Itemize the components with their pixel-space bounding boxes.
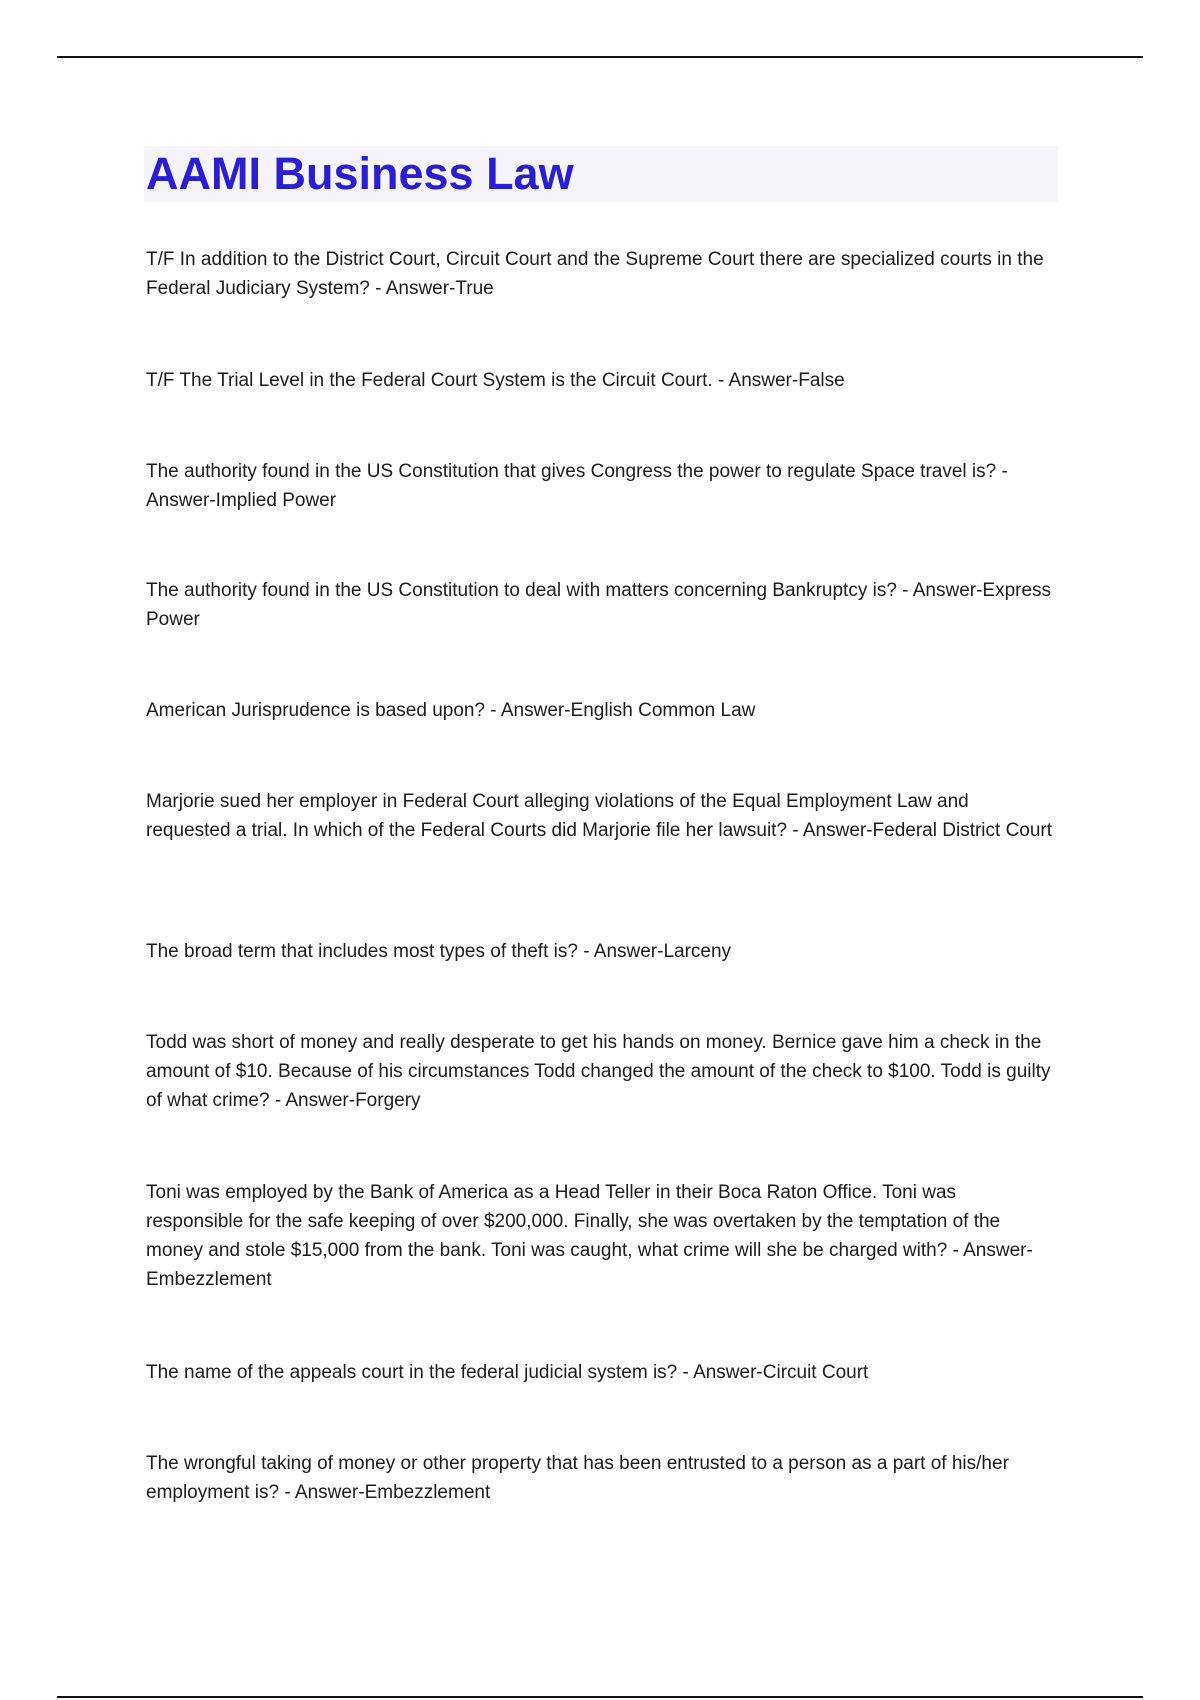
qa-item: Todd was short of money and really desperate to get his hands on money. Bernice gave him a check in the amount of $10. Because of his circumstances Todd changed the amount of the check to $100. Todd is guilty of what crime? - Answer-Forgery <box>146 1032 1051 1111</box>
qa-item: Toni was employed by the Bank of America as a Head Teller in their Boca Raton Office. Toni was responsible for the safe keeping of over $200,000. Finally, she was overtaken by the temptation of the money and stole $15,000 from the bank. Toni was caught, what crime will she be charged with? - Answer-Embezzlement <box>146 1182 1033 1290</box>
qa-item: T/F The Trial Level in the Federal Court System is the Circuit Court. - Answer-False <box>146 370 845 391</box>
top-rule <box>57 56 1143 58</box>
qa-item: Marjorie sued her employer in Federal Court alleging violations of the Equal Employment Law and requested a trial. In which of the Federal Courts did Marjorie file her lawsuit? - Answer-Federal District Court <box>146 791 1053 841</box>
qa-item: American Jurisprudence is based upon? - Answer-English Common Law <box>146 700 756 721</box>
bottom-rule <box>57 1696 1143 1698</box>
document-title: AAMI Business Law <box>146 148 574 199</box>
qa-item: The authority found in the US Constitution to deal with matters concerning Bankruptcy is? - Answer-Express Power <box>146 580 1052 630</box>
qa-item: The broad term that includes most types of theft is? - Answer-Larceny <box>146 941 732 962</box>
qa-item: The name of the appeals court in the federal judicial system is? - Answer-Circuit Court <box>146 1362 869 1383</box>
qa-item: The wrongful taking of money or other property that has been entrusted to a person as a part of his/her employment is? - Answer-Embezzlement <box>146 1453 1009 1503</box>
qa-item: T/F In addition to the District Court, Circuit Court and the Supreme Court there are specialized courts in the Federal Judiciary System? - Answer-True <box>146 249 1044 299</box>
qa-item: The authority found in the US Constitution that gives Congress the power to regulate Space travel is? - Answer-Implied Power <box>146 461 1008 511</box>
